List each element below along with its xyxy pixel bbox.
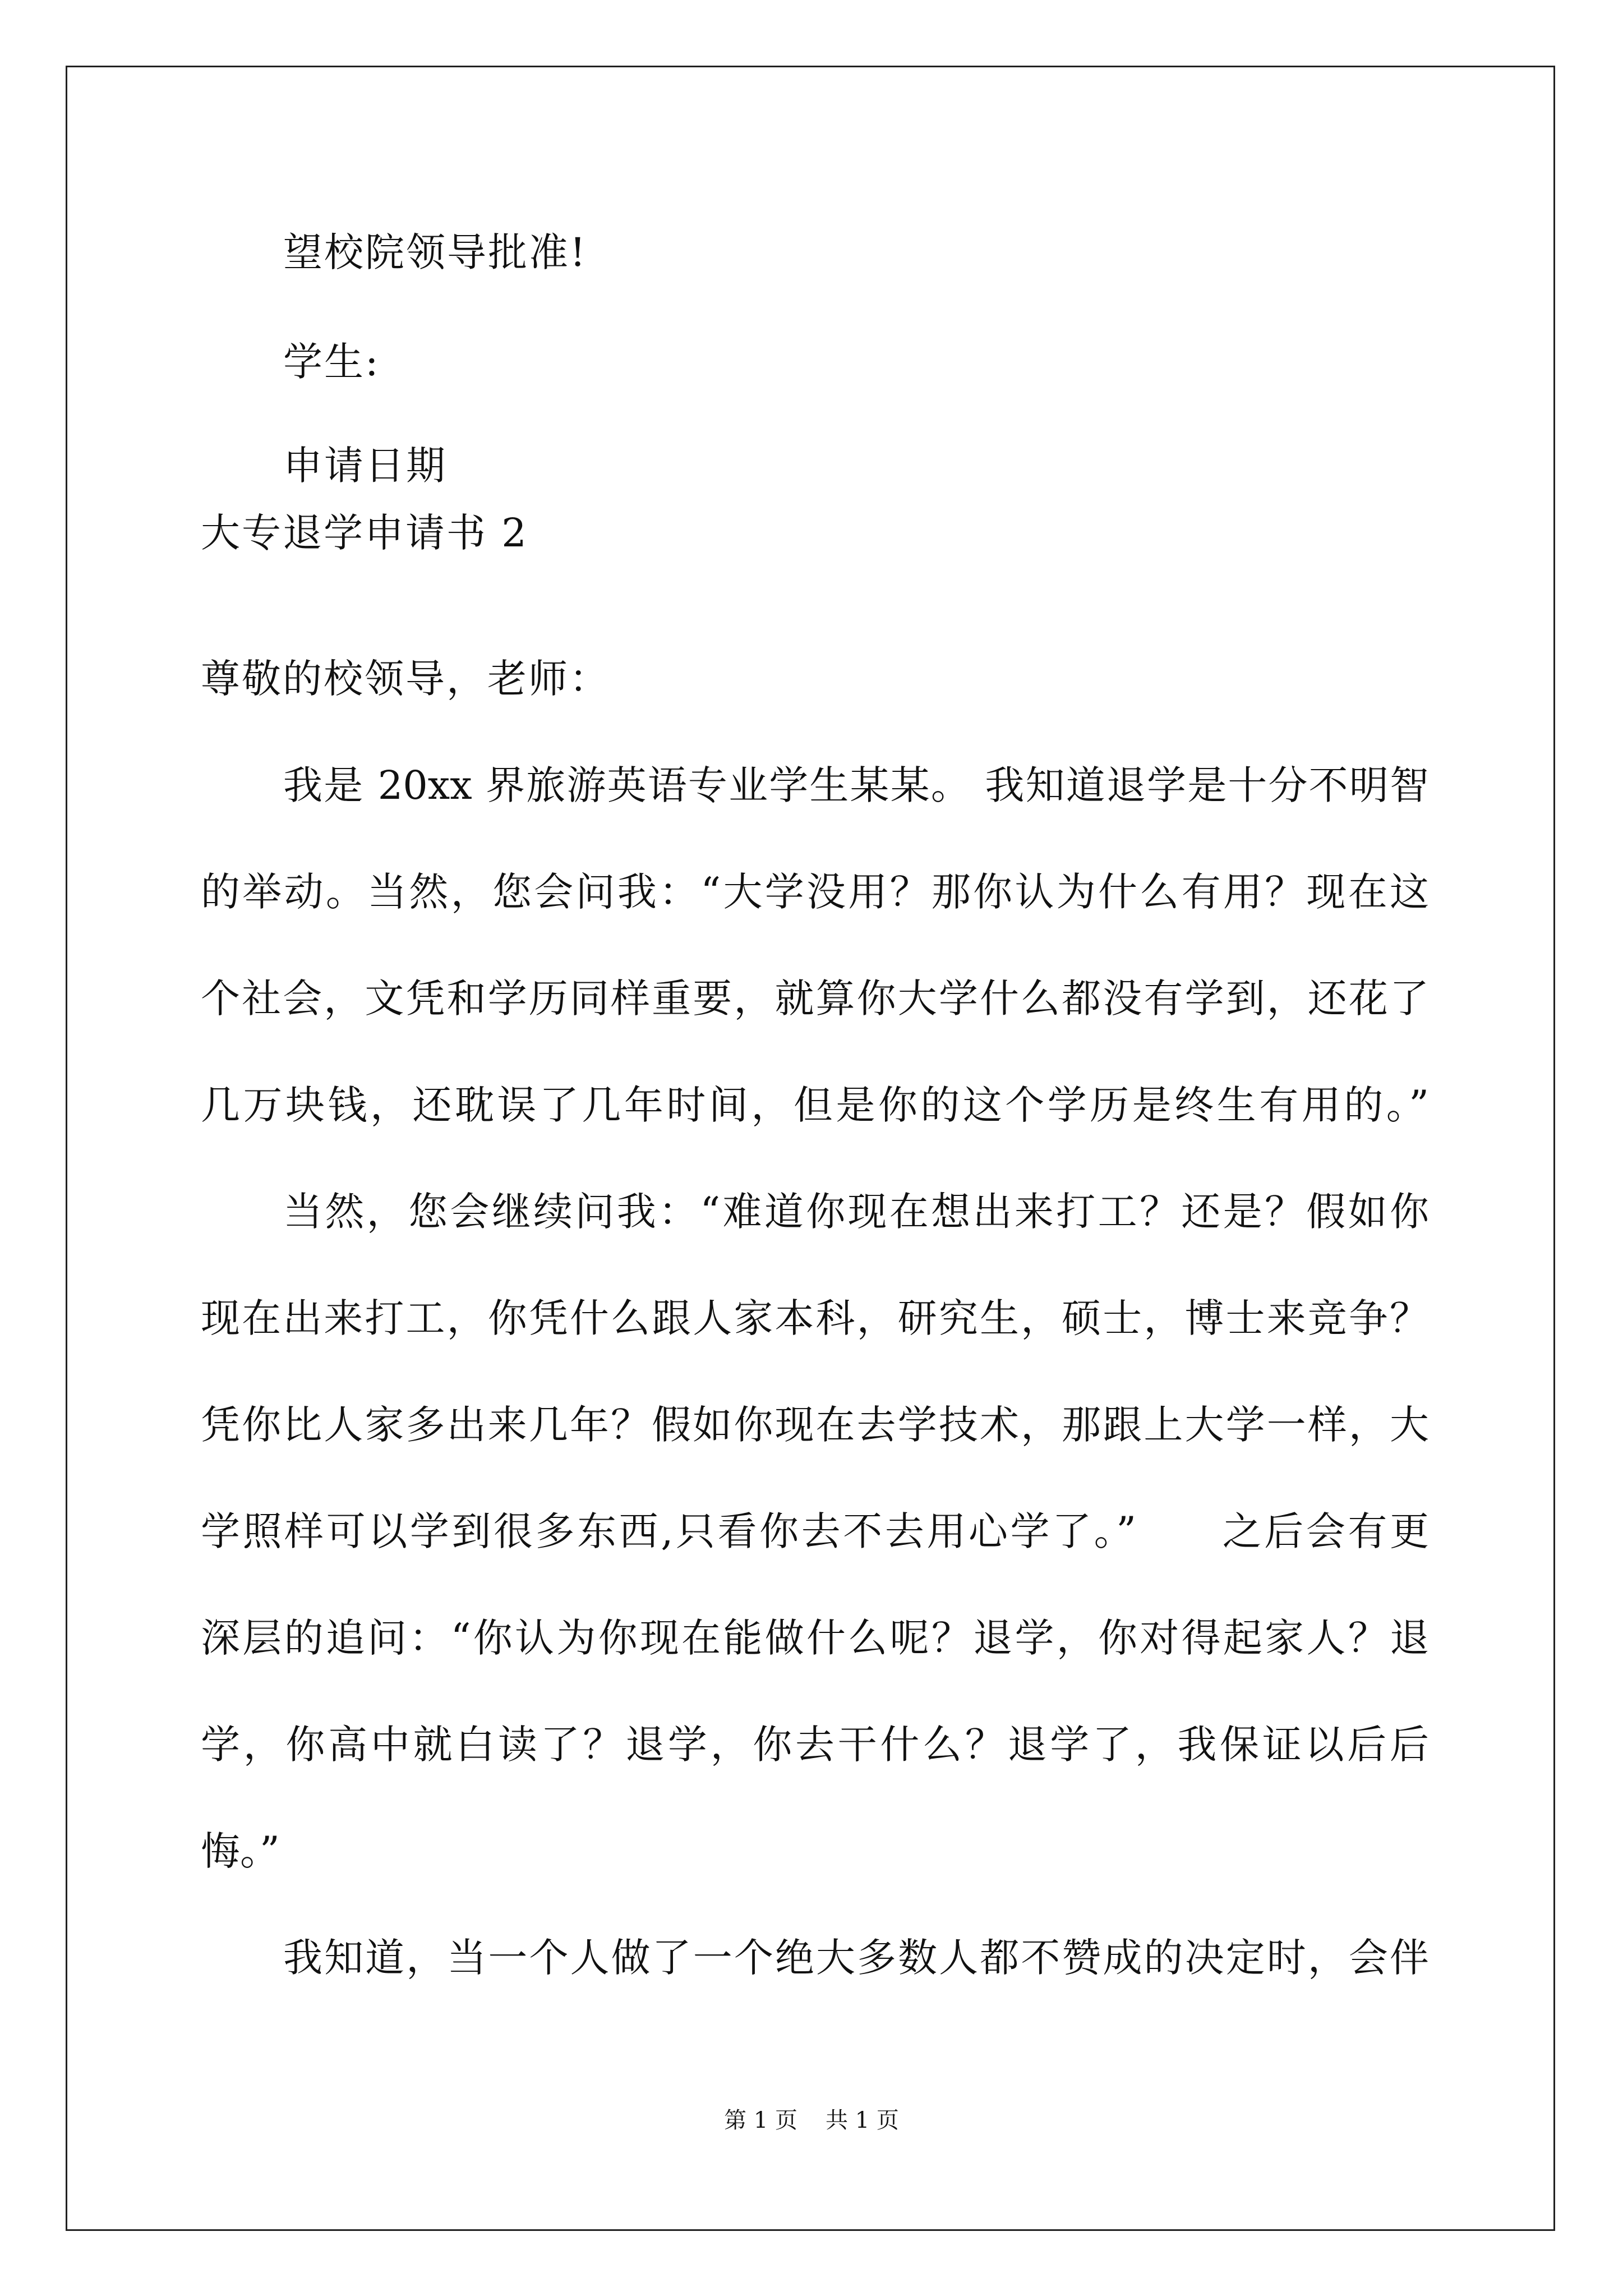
- document-heading: 大专退学申请书 2: [201, 510, 528, 556]
- paragraph-2-line-3: 凭你比人家多出来几年？假如你现在去学技术，那跟上大学一样，大: [201, 1402, 1429, 1448]
- approval-request-line: 望校院领导批准!: [283, 229, 588, 275]
- paragraph-2-line-2: 现在出来打工，你凭什么跟人家本科，研究生，硕士，博士来竞争？: [201, 1295, 1429, 1341]
- page-total: 共 1 页: [826, 2108, 899, 2133]
- paragraph-2-line-7: 悔。”: [201, 1828, 280, 1874]
- paragraph-1-line-1: 我是 20xx 界旅游英语专业学生某某。 我知道退学是十分不明智: [283, 762, 1429, 808]
- paragraph-2-line-6: 学，你高中就白读了？退学，你去干什么？退学了，我保证以后后: [201, 1722, 1429, 1768]
- application-date-line: 申请日期: [283, 443, 447, 489]
- page-number: 第 1 页: [724, 2108, 797, 2133]
- paragraph-2-line-5: 深层的追问：“你认为你现在能做什么呢？退学，你对得起家人？退: [201, 1615, 1429, 1661]
- page-border: [66, 66, 1555, 2231]
- paragraph-3-line-1: 我知道，当一个人做了一个绝大多数人都不赞成的决定时，会伴: [283, 1935, 1429, 1981]
- salutation-line: 尊敬的校领导，老师：: [201, 656, 610, 702]
- paragraph-1-line-3: 个社会，文凭和学历同样重要，就算你大学什么都没有学到，还花了: [201, 976, 1429, 1022]
- page-footer: [0, 2106, 1623, 2134]
- paragraph-2-line-1: 当然，您会继续问我：“难道你现在想出来打工？还是？假如你: [283, 1189, 1429, 1235]
- student-signature-line: 学生:: [283, 339, 380, 385]
- paragraph-1-line-4: 几万块钱，还耽误了几年时间，但是你的这个学历是终生有用的。”: [201, 1082, 1429, 1128]
- paragraph-2-line-4: 学照样可以学到很多东西,只看你去不去用心学了。” 之后会有更: [201, 1508, 1429, 1554]
- paragraph-1-line-2: 的举动。当然，您会问我：“大学没用？那你认为什么有用？现在这: [201, 869, 1429, 915]
